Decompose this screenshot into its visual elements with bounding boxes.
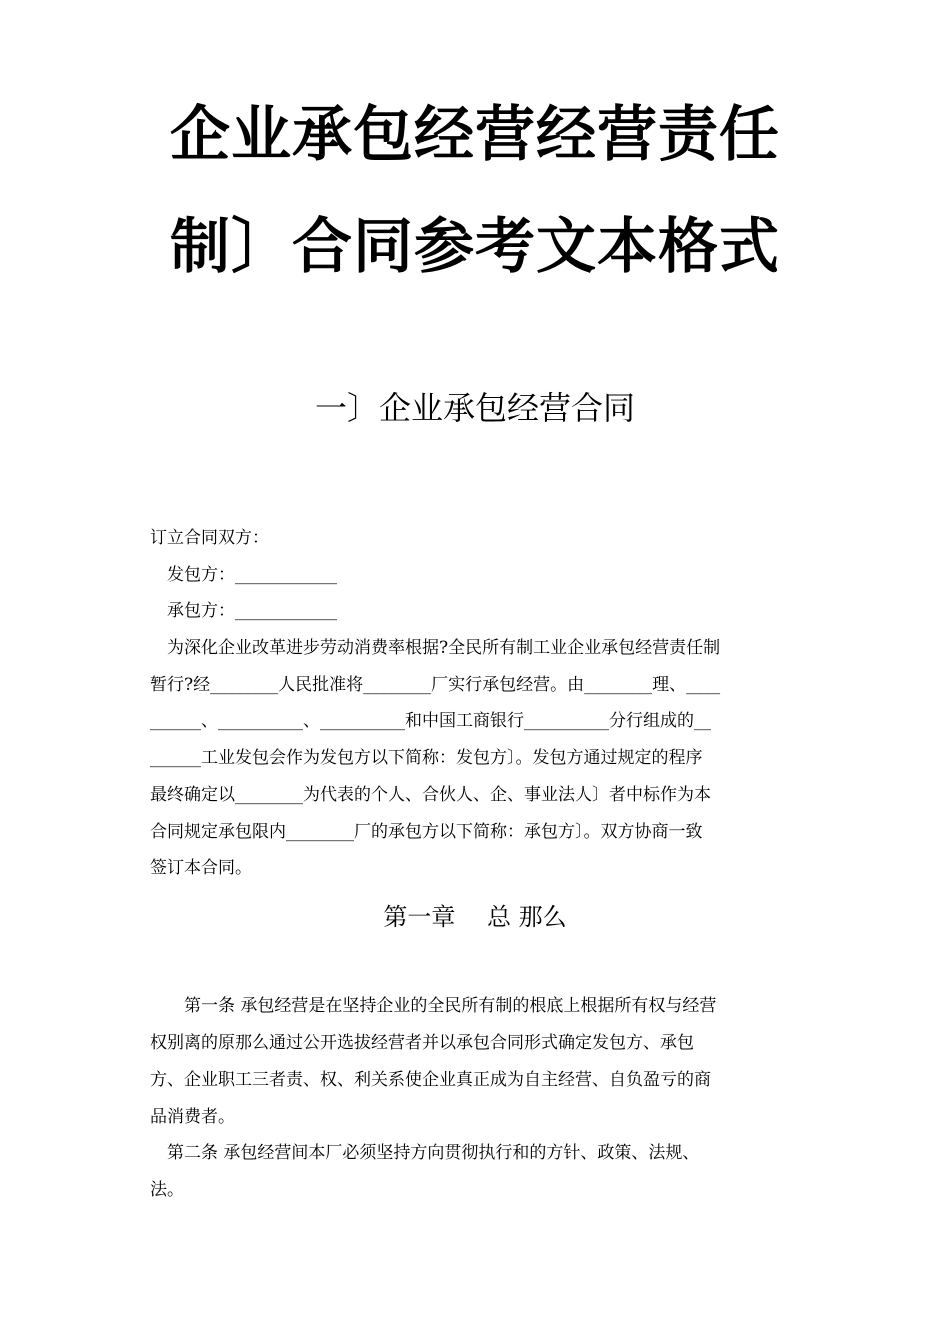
contract-parties-label: 订立合同双方： [150, 528, 269, 548]
article-line: 第二条 承包经营间本厂必须坚持方向贯彻执行和的方针、政策、法规、 [150, 1143, 700, 1163]
article-line: 品消费者。 [150, 1107, 235, 1127]
preamble-line: 签订本合同。 [150, 858, 252, 878]
section-heading: 一〕企业承包经营合同 [314, 389, 635, 427]
preamble-line: 为深化企业改革进步劳动消费率根据?全民所有制工业企业承包经营责任制 [150, 638, 721, 658]
preamble-line: ______、__________、__________和中国工商银行__________分行组成的__ [150, 711, 711, 731]
article-line: 法。 [150, 1180, 184, 1200]
party-a-line: 发包方：____________ [150, 565, 337, 585]
preamble-line: 最终确定以________为代表的个人、合伙人、企、事业法人〕者中标作为本 [150, 785, 711, 805]
preamble-line: 暂行?经________人民批准将________厂实行承包经营。由________理、____ [150, 675, 721, 695]
article-line: 权别离的原那么通过公开选拔经营者并以承包合同形式确定发包方、承包 [150, 1033, 694, 1053]
preamble-line: ______工业发包会作为发包方以下简称：发包方〕。发包方通过规定的程序 [150, 748, 703, 768]
article-line: 方、企业职工三者责、权、利关系使企业真正成为自主经营、自负盈亏的商 [150, 1070, 711, 1090]
chapter-heading: 第一章 总 那么 [383, 903, 567, 931]
party-b-line: 承包方：____________ [150, 601, 337, 621]
document-title-line-1: 企业承包经营经营责任 [170, 100, 780, 170]
article-line: 第一条 承包经营是在坚持企业的全民所有制的根底上根据所有权与经营 [150, 996, 717, 1016]
document-title-line-2: 制〕合同参考文本格式 [170, 212, 780, 282]
preamble-line: 合同规定承包限内________厂的承包方以下简称：承包方〕。双方协商一致 [150, 822, 703, 842]
